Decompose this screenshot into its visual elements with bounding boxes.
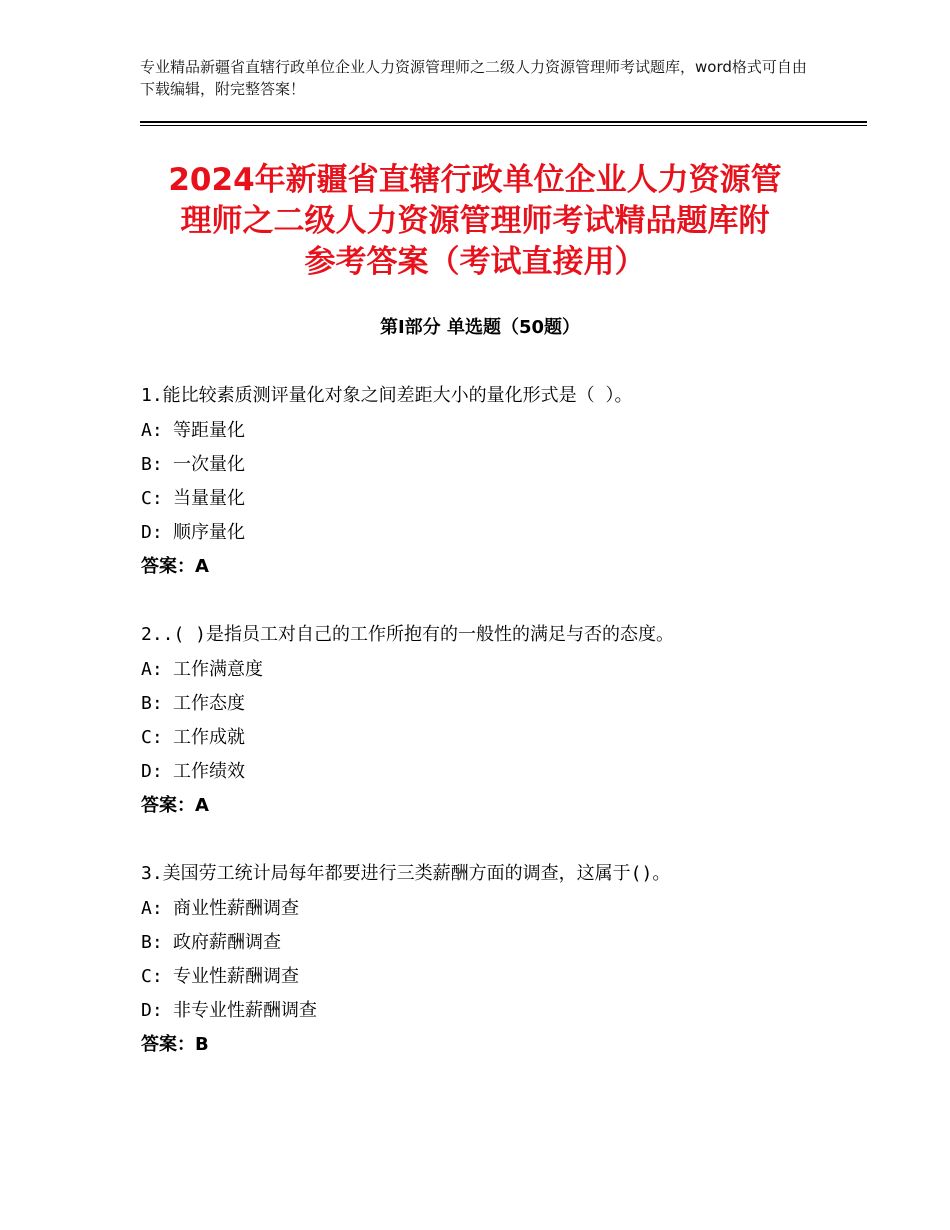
option-c bbox=[141, 482, 841, 516]
option-letter: B: bbox=[141, 693, 163, 714]
option-letter: C: bbox=[141, 727, 163, 748]
option-letter: D: bbox=[141, 522, 163, 543]
option-letter: A: bbox=[141, 659, 163, 680]
question-2 bbox=[141, 617, 841, 823]
option-text: 商业性薪酬调查 bbox=[173, 898, 299, 919]
option-letter: B: bbox=[141, 932, 163, 953]
option-text: 当量量化 bbox=[173, 488, 245, 509]
option-text: 工作成就 bbox=[173, 727, 245, 748]
option-a bbox=[141, 414, 841, 448]
option-text: 工作态度 bbox=[173, 693, 245, 714]
option-letter: C: bbox=[141, 966, 163, 987]
option-d bbox=[141, 516, 841, 550]
option-b bbox=[141, 926, 841, 960]
option-text: 工作绩效 bbox=[173, 761, 245, 782]
option-c bbox=[141, 721, 841, 755]
option-letter: C: bbox=[141, 488, 163, 509]
option-b bbox=[141, 687, 841, 721]
answer-label: 答案：B bbox=[141, 1034, 209, 1055]
question-stem: 1.能比较素质测评量化对象之间差距大小的量化形式是（ ）。 bbox=[141, 385, 633, 406]
option-text: 等距量化 bbox=[173, 420, 245, 441]
option-letter: B: bbox=[141, 454, 163, 475]
answer-label: 答案：A bbox=[141, 795, 209, 816]
option-letter: A: bbox=[141, 898, 163, 919]
option-text: 非专业性薪酬调查 bbox=[173, 1000, 317, 1021]
option-b bbox=[141, 448, 841, 482]
question-1 bbox=[141, 378, 841, 584]
option-a bbox=[141, 892, 841, 926]
document-title bbox=[110, 160, 840, 283]
question-stem: 2..( )是指员工对自己的工作所抱有的一般性的满足与否的态度。 bbox=[141, 624, 675, 645]
option-d bbox=[141, 994, 841, 1028]
option-letter: A: bbox=[141, 420, 163, 441]
option-c bbox=[141, 960, 841, 994]
header-divider-thin bbox=[140, 125, 867, 126]
option-d bbox=[141, 755, 841, 789]
header-note: 专业精品新疆省直辖行政单位企业人力资源管理师之二级人力资源管理师考试题库，word格式可自由下载编辑，附完整答案！ bbox=[140, 58, 807, 98]
option-letter: D: bbox=[141, 1000, 163, 1021]
option-text: 政府薪酬调查 bbox=[173, 932, 281, 953]
option-text: 一次量化 bbox=[173, 454, 245, 475]
option-a bbox=[141, 653, 841, 687]
title-line-3: 参考答案（考试直接用） bbox=[304, 244, 646, 280]
option-letter: D: bbox=[141, 761, 163, 782]
answer-label: 答案：A bbox=[141, 556, 209, 577]
title-line-1: 2024年新疆省直辖行政单位企业人力资源管 bbox=[168, 162, 782, 198]
question-3 bbox=[141, 856, 841, 1062]
title-line-2: 理师之二级人力资源管理师考试精品题库附 bbox=[180, 203, 770, 239]
header-divider-thick bbox=[140, 121, 867, 123]
option-text: 专业性薪酬调查 bbox=[173, 966, 299, 987]
option-text: 顺序量化 bbox=[173, 522, 245, 543]
question-stem: 3.美国劳工统计局每年都要进行三类薪酬方面的调查，这属于()。 bbox=[141, 863, 671, 884]
section-heading: 第Ⅰ部分 单选题（50题） bbox=[379, 317, 580, 338]
option-text: 工作满意度 bbox=[173, 659, 263, 680]
